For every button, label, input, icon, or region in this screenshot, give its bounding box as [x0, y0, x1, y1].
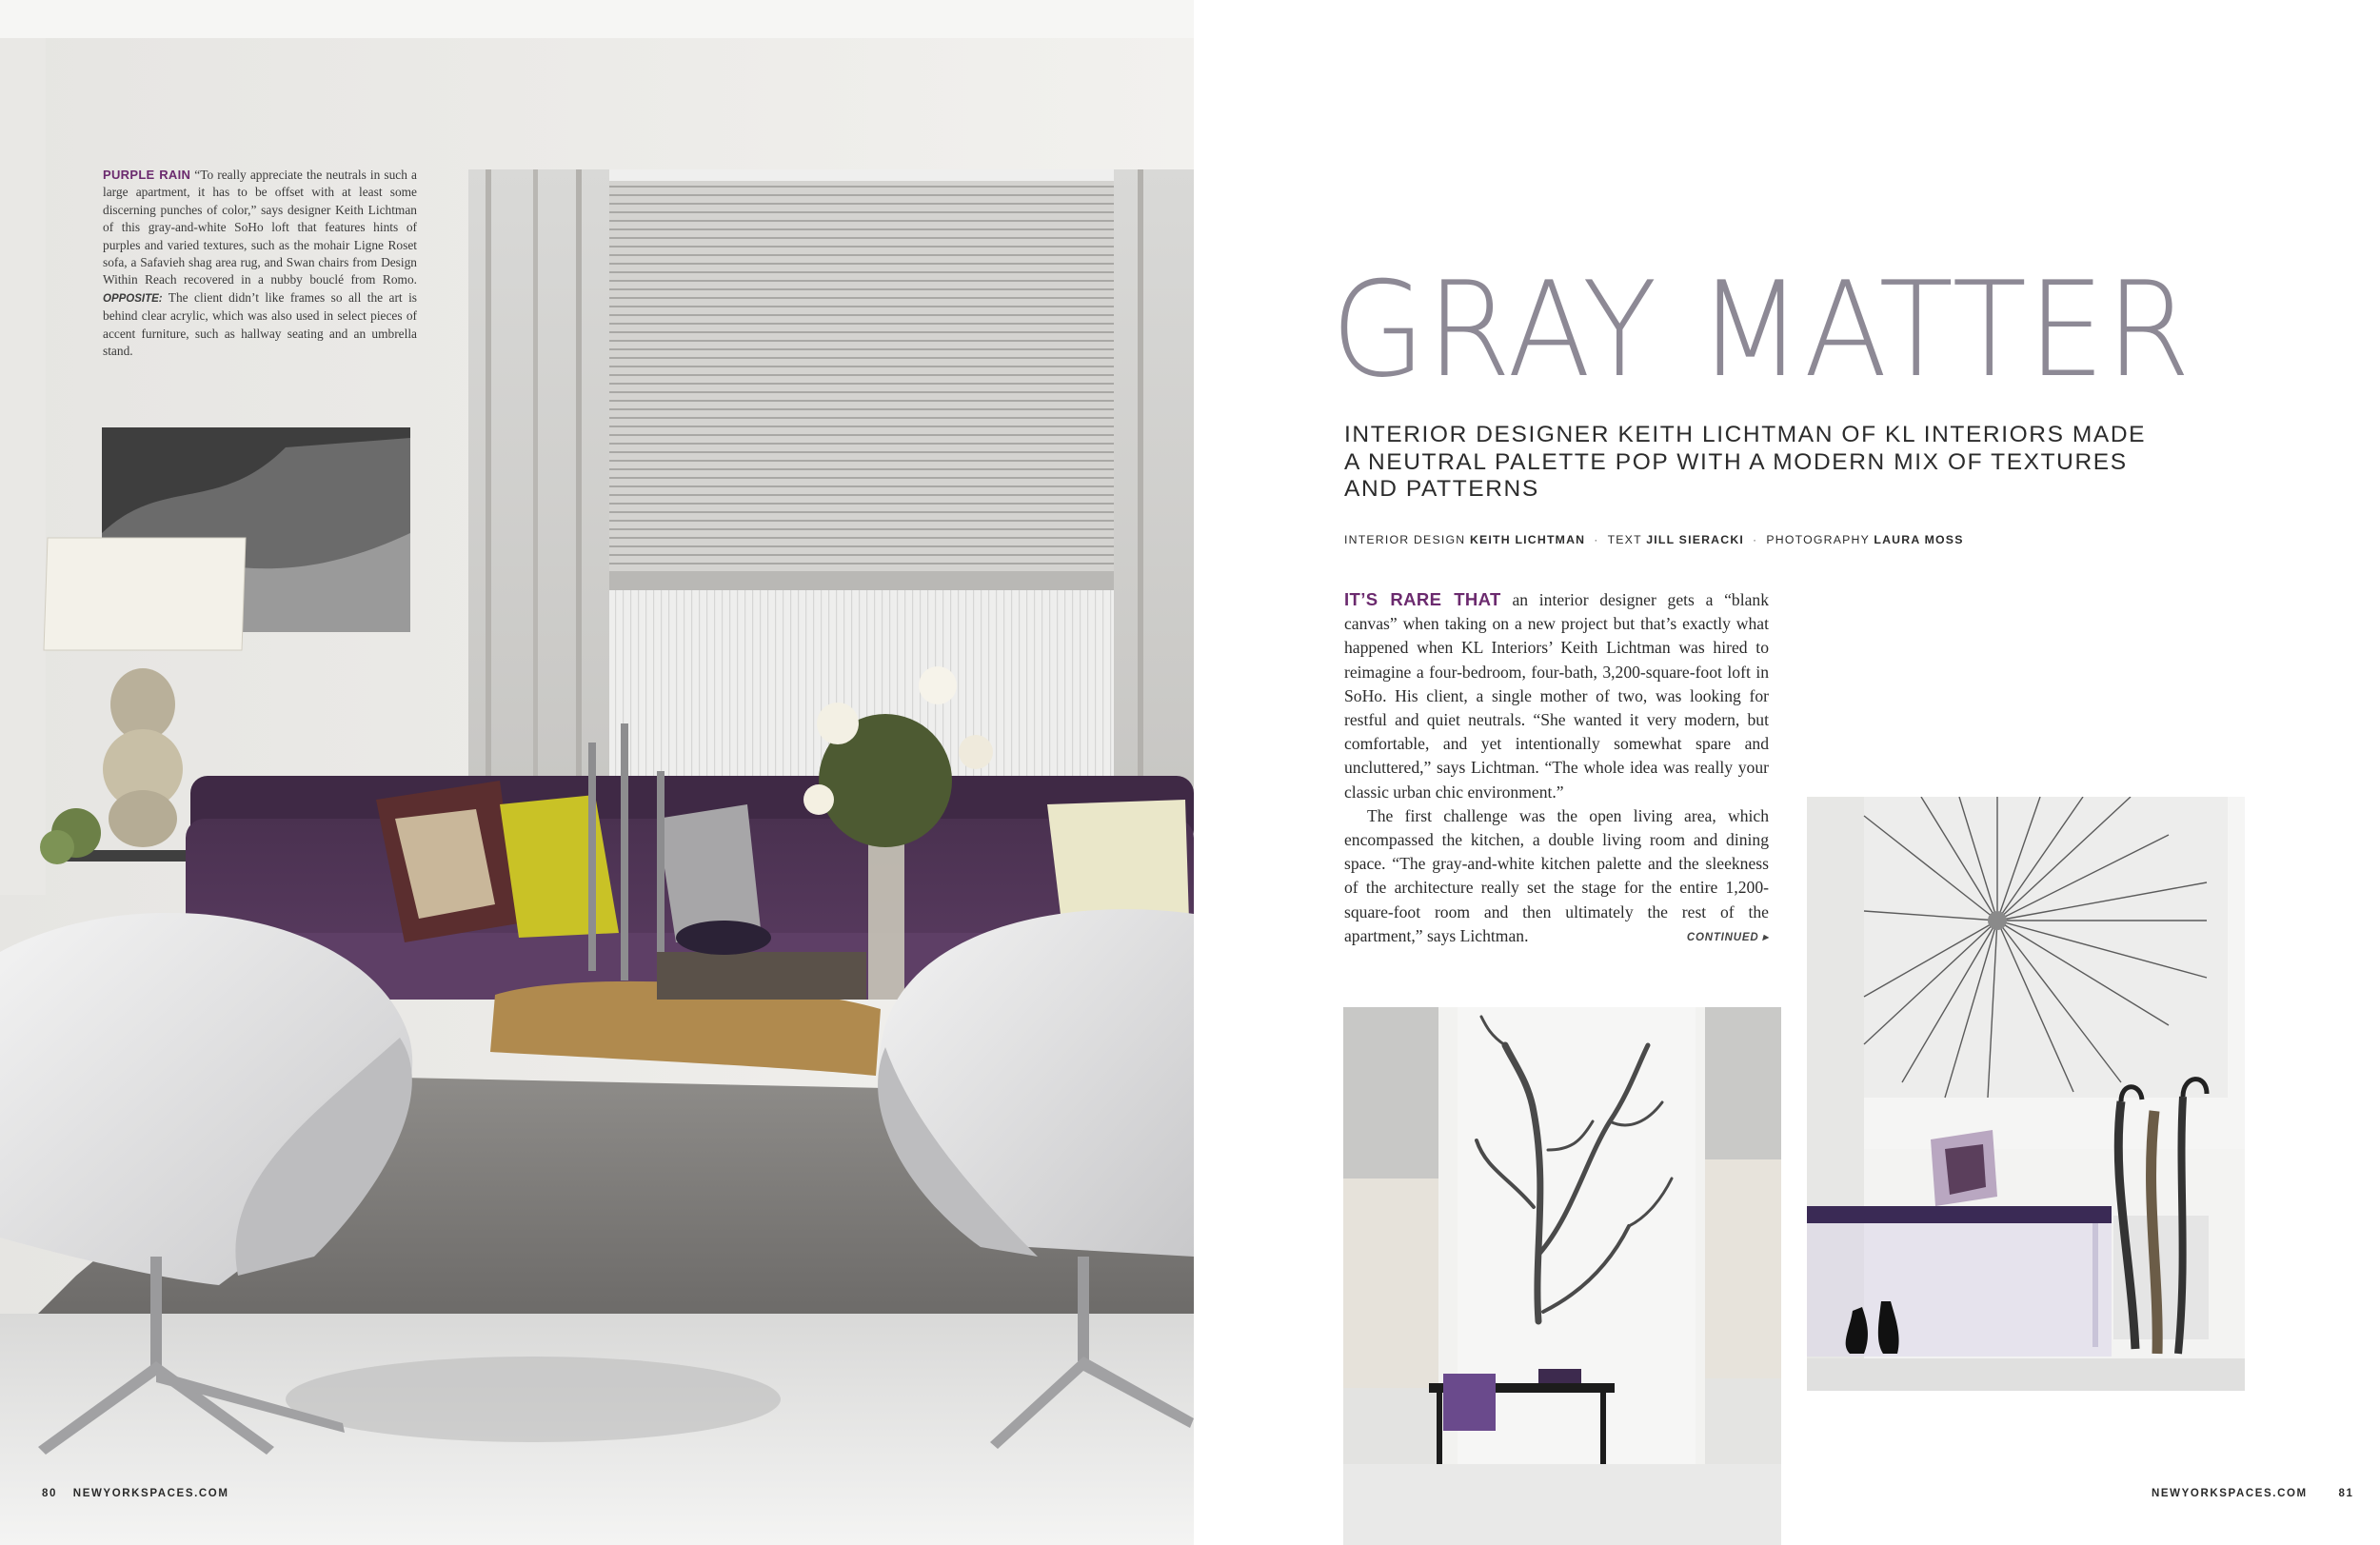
right-page-number: 81 [2338, 1488, 2354, 1499]
right-folio [2152, 1488, 2354, 1499]
credit-design-label: INTERIOR DESIGN [1344, 533, 1466, 546]
left-folio [42, 1488, 229, 1499]
left-page-number: 80 [42, 1488, 57, 1499]
body-lede: IT’S RARE THAT [1344, 589, 1501, 609]
right-site-url: NEWYORKSPACES.COM [2152, 1488, 2308, 1499]
credit-text-name: JILL SIERACKI [1646, 533, 1745, 546]
credit-photo-name: LAURA MOSS [1874, 533, 1964, 546]
credit-design-name: KEITH LICHTMAN [1469, 533, 1586, 546]
body-paragraph-2 [1344, 804, 1769, 948]
article-dek: INTERIOR DESIGNER KEITH LICHTMAN OF KL INTERIORS MADE A NEUTRAL PALETTE POP WITH A MODERN MIX OF TEXTURES AND PATTERNS [1344, 422, 2147, 502]
credit-text-label: TEXT [1607, 533, 1642, 546]
article-title: GRAY MATTER [1331, 253, 2192, 406]
acrylic-bench-photo [1807, 797, 2245, 1391]
article-body [1344, 587, 1769, 950]
body-paragraph-1-text: an interior designer gets a “blank canvas” when taking on a new project but that’s exactly what happened when KL Interiors’ Keith Lichtman was hired to reimagine a four-bedroom, four-bath, 3,200-square-foot loft in SoHo. His client, a single mother of two, was looking for restful and quiet neutrals. “She wanted it very modern, but comfortable, and yet intentionally somewhat spare and uncluttered,” says Lichtman. “The whole idea was really your classic urban chic environment.” [1344, 590, 1769, 802]
caption-opposite-label: OPPOSITE: [103, 292, 163, 305]
continued-label: CONTINUED ▸ [1686, 931, 1769, 943]
caption-kicker: PURPLE RAIN [103, 168, 191, 182]
branch-art-photo [1343, 1007, 1781, 1545]
credit-photo-label: PHOTOGRAPHY [1766, 533, 1870, 546]
left-site-url: NEWYORKSPACES.COM [72, 1488, 229, 1499]
photo-caption [103, 167, 417, 360]
caption-text-2: The client didn’t like frames so all the art is behind clear acrylic, which was also used in select pieces of accent furniture, such as hallway seating and an umbrella stand. [103, 289, 417, 359]
body-paragraph-1 [1344, 587, 1769, 804]
caption-text: “To really appreciate the neutrals in such a large apartment, it has to be offset with at least some discerning punches of color,” says designer Keith Lichtman of this gray-and-white SoHo loft that features hints of purples and varied textures, such as the mohair Ligne Roset sofa, a Safavieh shag area rug, and Swan chairs from Design Within Reach recovered in a nubby bouclé from Romo. [103, 168, 417, 287]
body-paragraph-2-text: The first challenge was the open living area, which encompassed the kitchen, a double living room and dining space. “The gray-and-white kitchen palette and the sleekness of the architecture really set the stage for the entire 1,200-square-foot room and then ultimately the rest of the apartment,” says Lichtman. [1344, 805, 1769, 945]
article-credits: INTERIOR DESIGN KEITH LICHTMAN · TEXT JILL SIERACKI · PHOTOGRAPHY LAURA MOSS [1344, 533, 1964, 546]
